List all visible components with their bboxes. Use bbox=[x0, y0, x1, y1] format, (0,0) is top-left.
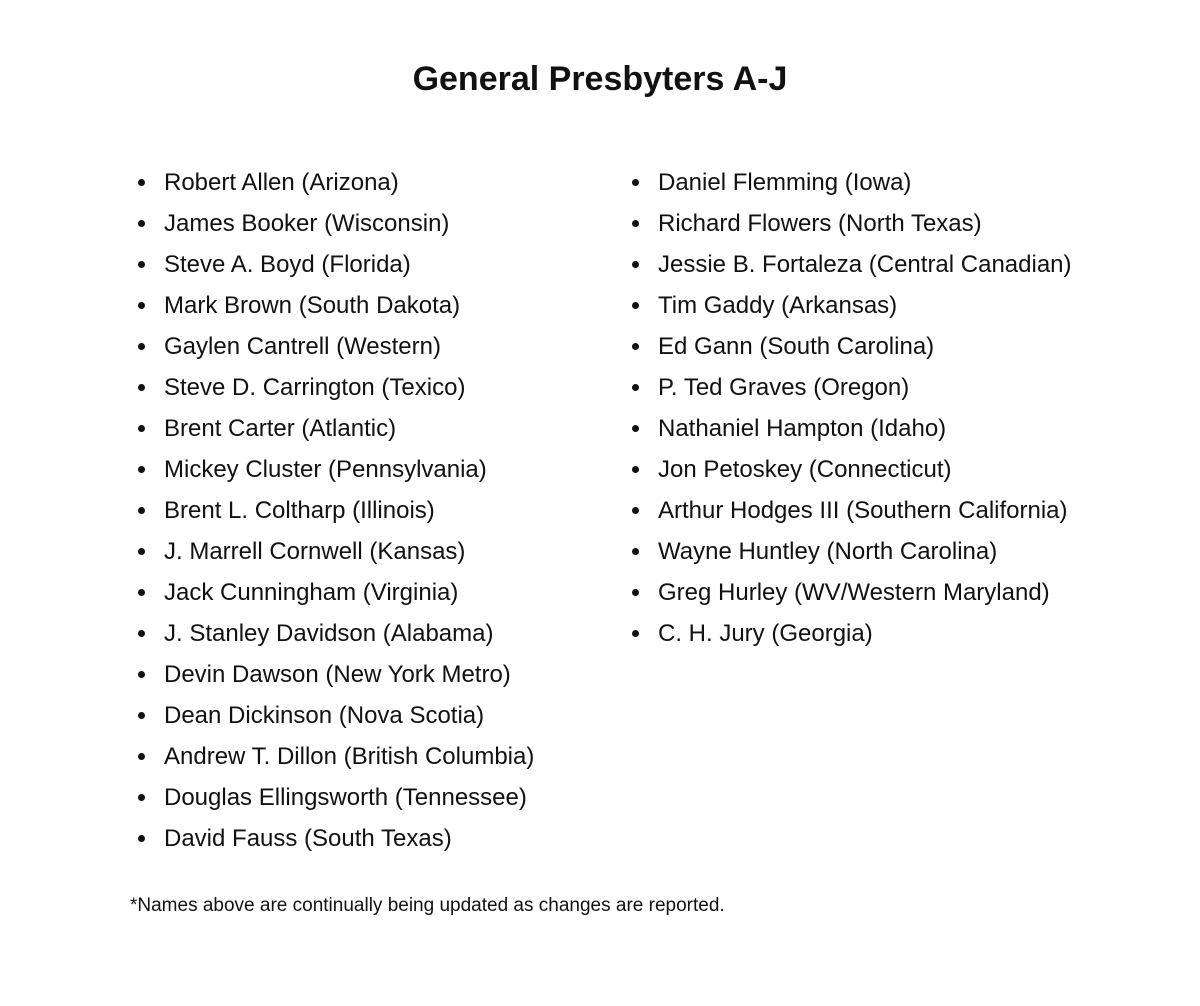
bullet-icon bbox=[632, 589, 639, 596]
list-item bbox=[630, 367, 1072, 408]
list-item bbox=[136, 449, 534, 490]
presbyter-name: Devin Dawson (New York Metro) bbox=[164, 661, 511, 688]
bullet-icon bbox=[632, 179, 639, 186]
bullet-icon bbox=[138, 548, 145, 555]
bullet-icon bbox=[138, 712, 145, 719]
bullet-icon bbox=[632, 261, 639, 268]
bullet-icon bbox=[138, 794, 145, 801]
bullet-icon bbox=[138, 384, 145, 391]
bullet-icon bbox=[632, 384, 639, 391]
list-item bbox=[136, 367, 534, 408]
list-item bbox=[136, 777, 534, 818]
footnote: *Names above are continually being updated as changes are reported. bbox=[130, 895, 725, 916]
bullet-icon bbox=[632, 343, 639, 350]
bullet-icon bbox=[632, 466, 639, 473]
presbyter-name: Steve A. Boyd (Florida) bbox=[164, 251, 411, 278]
presbyter-list-right bbox=[630, 162, 1072, 654]
list-item bbox=[136, 736, 534, 777]
list-item bbox=[136, 326, 534, 367]
presbyter-name: Robert Allen (Arizona) bbox=[164, 169, 399, 196]
page-title: General Presbyters A-J bbox=[412, 60, 788, 98]
bullet-icon bbox=[632, 425, 639, 432]
presbyter-name: J. Marrell Cornwell (Kansas) bbox=[164, 538, 466, 565]
presbyter-name: Andrew T. Dillon (British Columbia) bbox=[164, 743, 535, 770]
list-item bbox=[136, 695, 534, 736]
presbyter-name: Wayne Huntley (North Carolina) bbox=[658, 538, 998, 565]
presbyter-name: J. Stanley Davidson (Alabama) bbox=[164, 620, 494, 647]
presbyter-name: Arthur Hodges III (Southern California) bbox=[658, 497, 1068, 524]
bullet-icon bbox=[632, 548, 639, 555]
presbyter-list-left bbox=[136, 162, 534, 859]
presbyter-name: Richard Flowers (North Texas) bbox=[658, 210, 982, 237]
bullet-icon bbox=[138, 835, 145, 842]
bullet-icon bbox=[138, 466, 145, 473]
list-item bbox=[630, 408, 1072, 449]
presbyter-name: P. Ted Graves (Oregon) bbox=[658, 374, 910, 401]
list-item bbox=[630, 203, 1072, 244]
presbyter-name: David Fauss (South Texas) bbox=[164, 825, 452, 852]
presbyter-name: Jon Petoskey (Connecticut) bbox=[658, 456, 952, 483]
list-item bbox=[136, 244, 534, 285]
presbyter-name: Jessie B. Fortaleza (Central Canadian) bbox=[658, 251, 1072, 278]
list-item bbox=[136, 162, 534, 203]
list-item bbox=[630, 572, 1072, 613]
bullet-icon bbox=[632, 302, 639, 309]
list-item bbox=[630, 449, 1072, 490]
presbyter-name: Daniel Flemming (Iowa) bbox=[658, 169, 912, 196]
presbyter-name: James Booker (Wisconsin) bbox=[164, 210, 450, 237]
presbyter-name: Douglas Ellingsworth (Tennessee) bbox=[164, 784, 527, 811]
presbyter-name: Steve D. Carrington (Texico) bbox=[164, 374, 466, 401]
list-item bbox=[136, 408, 534, 449]
bullet-icon bbox=[632, 630, 639, 637]
list-item bbox=[136, 654, 534, 695]
presbyter-name: Brent Carter (Atlantic) bbox=[164, 415, 397, 442]
presbyter-name: Jack Cunningham (Virginia) bbox=[164, 579, 459, 606]
list-item bbox=[630, 244, 1072, 285]
bullet-icon bbox=[138, 671, 145, 678]
bullet-icon bbox=[138, 261, 145, 268]
presbyter-name: Greg Hurley (WV/Western Maryland) bbox=[658, 579, 1050, 606]
bullet-icon bbox=[138, 179, 145, 186]
presbyter-name: Tim Gaddy (Arkansas) bbox=[658, 292, 898, 319]
presbyter-name: Dean Dickinson (Nova Scotia) bbox=[164, 702, 485, 729]
bullet-icon bbox=[632, 507, 639, 514]
list-item bbox=[136, 572, 534, 613]
bullet-icon bbox=[138, 507, 145, 514]
presbyter-name: Gaylen Cantrell (Western) bbox=[164, 333, 441, 360]
presbyter-name: C. H. Jury (Georgia) bbox=[658, 620, 873, 647]
list-item bbox=[136, 531, 534, 572]
bullet-icon bbox=[138, 302, 145, 309]
list-item bbox=[136, 490, 534, 531]
list-item bbox=[630, 490, 1072, 531]
bullet-icon bbox=[138, 425, 145, 432]
bullet-icon bbox=[138, 220, 145, 227]
presbyter-name: Nathaniel Hampton (Idaho) bbox=[658, 415, 947, 442]
list-item bbox=[630, 326, 1072, 367]
list-item bbox=[630, 531, 1072, 572]
bullet-icon bbox=[138, 630, 145, 637]
presbyter-name: Mickey Cluster (Pennsylvania) bbox=[164, 456, 487, 483]
bullet-icon bbox=[138, 343, 145, 350]
list-item bbox=[630, 285, 1072, 326]
list-item bbox=[136, 203, 534, 244]
presbyter-name: Mark Brown (South Dakota) bbox=[164, 292, 461, 319]
bullet-icon bbox=[632, 220, 639, 227]
bullet-icon bbox=[138, 589, 145, 596]
list-item bbox=[136, 613, 534, 654]
list-item bbox=[136, 818, 534, 859]
bullet-icon bbox=[138, 753, 145, 760]
list-item bbox=[630, 162, 1072, 203]
list-item bbox=[630, 613, 1072, 654]
presbyter-name: Brent L. Coltharp (Illinois) bbox=[164, 497, 435, 524]
presbyter-name: Ed Gann (South Carolina) bbox=[658, 333, 935, 360]
list-item bbox=[136, 285, 534, 326]
